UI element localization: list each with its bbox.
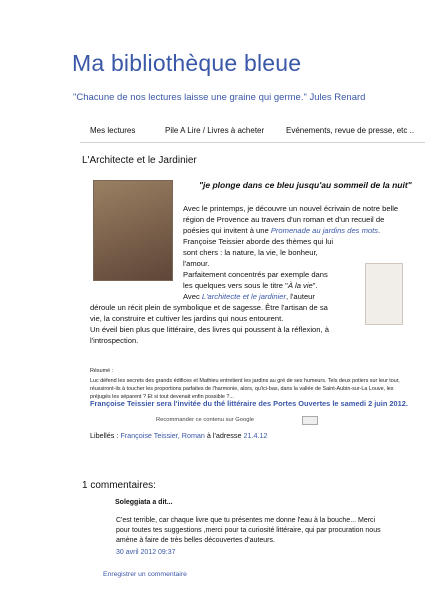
- google-recommend-text: Recommander ce contenu sur Google: [156, 417, 254, 423]
- architecte-link[interactable]: L'architecte et le jardinier: [201, 292, 287, 301]
- resume-text: Luc défend les secrets des grands édifices et Mathieu entretient les jardins au gré de ses humeurs. Tels deux potiers sur leur tour,: [90, 378, 400, 384]
- comment-text-line: C'est terrible, car chaque livre que tu présentes me donne l'eau à la bouche... Merci: [116, 517, 376, 524]
- post-body-text: Avec: [183, 292, 202, 301]
- nav-divider: [80, 142, 425, 143]
- resume-text: préjugés les séparent ? Et si tout devenait enfin possible ?...: [90, 394, 234, 400]
- event-announcement-link[interactable]: Françoise Teissier sera l'invitée du thé littéraire des Portes Ouvertes le samedi 2 juin 2012.: [90, 399, 408, 408]
- nav-pile-a-lire[interactable]: Pile A Lire / Livres à acheter: [165, 126, 265, 135]
- nav-evenements[interactable]: Evénements, revue de presse, etc ..: [286, 126, 415, 135]
- post-body-line: déroule un récit plein de symbolique et de sagesse. Être l'artisan de sa: [90, 303, 328, 312]
- comments-heading: 1 commentaires:: [82, 480, 156, 491]
- post-body-line: région de Provence au travers d'un roman et d'un recueil de: [183, 215, 385, 224]
- post-body-text: .: [378, 226, 381, 235]
- nav-mes-lectures[interactable]: Mes lectures: [90, 126, 136, 135]
- post-body-line: sont chers : la nature, la vie, le bonheur,: [183, 248, 318, 257]
- post-quote: "je plonge dans ce bleu jusqu'au sommeil de la nuit": [199, 180, 412, 190]
- google-plus-button[interactable]: [302, 416, 318, 425]
- post-body-line: Avec le printemps, je découvre un nouvel écrivain de notre belle: [183, 204, 399, 213]
- post-body-line: l'introspection.: [90, 336, 139, 345]
- post-body-line: l'amour.: [183, 259, 210, 268]
- post-body-line: [183, 226, 380, 237]
- resume-text: réussiront-ils à toucher les proportions parfaites de l'harmonie, alors, qu'ici-bas, dans la vallée de Saint-Aubin-sur-La Louve, les: [90, 386, 394, 392]
- post-labels: [90, 431, 267, 440]
- post-body-text: poésies qui invitent à une: [183, 226, 271, 235]
- address-text: à l'adresse: [204, 431, 244, 440]
- post-body-line: [183, 281, 318, 292]
- post-body-line: vie, la construire et cultiver les jardins qui nous entourent.: [90, 314, 284, 323]
- post-body-line: Un éveil bien plus que littéraire, des livres qui poussent à la réflexion, à: [90, 325, 329, 334]
- comment-text-line: amène à faire de très belles découvertes d'auteurs.: [116, 537, 275, 544]
- post-body-line: [183, 292, 315, 303]
- comment-author[interactable]: Soleggiata a dit...: [115, 499, 173, 506]
- post-body-text: ".: [312, 281, 318, 290]
- comment-date-link[interactable]: 30 avril 2012 09:37: [116, 549, 176, 556]
- post-body-text: les quelques vers sous le titre ": [183, 281, 288, 290]
- post-body-line: Parfaitement concentrés par exemple dans: [183, 270, 328, 279]
- book-cover-architecte-image: [93, 180, 173, 281]
- post-title: L'Architecte et le Jardinier: [82, 155, 197, 166]
- comment-text-line: pour toutes tes suggestions ,merci pour ta curiosité littéraire, qui par procuration nous: [116, 527, 381, 534]
- blog-title[interactable]: Ma bibliothèque bleue: [72, 50, 302, 76]
- label-links[interactable]: Françoise Teissier, Roman: [120, 431, 205, 440]
- resume-label: Résumé :: [90, 368, 114, 374]
- blog-description: "Chacune de nos lectures laisse une graine qui germe." Jules Renard: [73, 92, 366, 103]
- book-cover-promenade-image: [365, 263, 403, 325]
- post-timestamp-link[interactable]: 21.4.12: [243, 431, 268, 440]
- promenade-link[interactable]: Promenade au jardins des mots: [270, 226, 379, 235]
- post-body-line: Françoise Teissier aborde des thèmes qui lui: [183, 237, 334, 246]
- add-comment-link[interactable]: Enregistrer un commentaire: [103, 571, 187, 578]
- post-body-text: , l'auteur: [286, 292, 315, 301]
- labels-prefix: Libellés :: [90, 431, 121, 440]
- poem-title: À la vie: [287, 281, 313, 290]
